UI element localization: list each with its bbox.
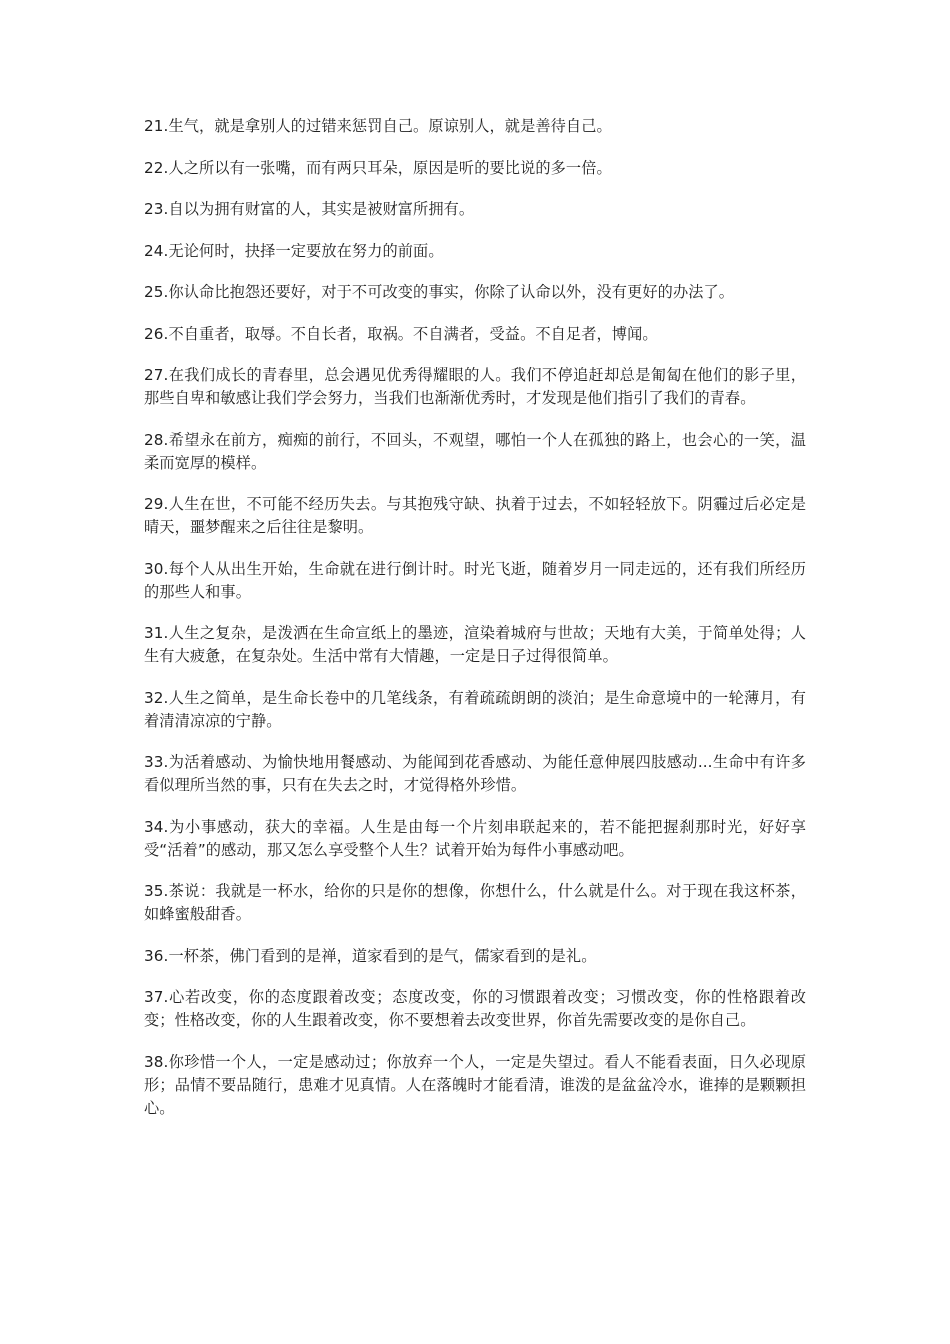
- paragraph-33: 33.为活着感动、为愉快地用餐感动、为能闻到花香感动、为能任意伸展四肢感动...生命中有许多看似理所当然的事，只有在失去之时，才觉得格外珍惜。: [144, 753, 806, 794]
- paragraph-27: 27.在我们成长的青春里，总会遇见优秀得耀眼的人。我们不停追赶却总是匍匐在他们的影子里，那些自卑和敏感让我们学会努力，当我们也渐渐优秀时，才发现是他们指引了我们的青春。: [144, 366, 806, 407]
- paragraph-22: 22.人之所以有一张嘴，而有两只耳朵，原因是听的要比说的多一倍。: [144, 158, 612, 177]
- paragraph-35: 35.茶说：我就是一杯水，给你的只是你的想像，你想什么，什么就是什么。对于现在我这杯茶，如蜂蜜般甜香。: [144, 882, 806, 923]
- paragraph-36: 36.一杯茶，佛门看到的是禅，道家看到的是气，儒家看到的是礼。: [144, 946, 597, 965]
- paragraph-31: 31.人生之复杂，是泼洒在生命宣纸上的墨迹，渲染着城府与世故；天地有大美，于简单处得；人生有大疲惫，在复杂处。生活中常有大情趣，一定是日子过得很简单。: [144, 624, 806, 665]
- paragraph-30: 30.每个人从出生开始，生命就在进行倒计时。时光飞逝，随着岁月一同走远的，还有我们所经历的那些人和事。: [144, 559, 806, 601]
- paragraph-28: 28.希望永在前方，痴痴的前行，不回头，不观望，哪怕一个人在孤独的路上，也会心的一笑，温柔而宽厚的模样。: [144, 430, 806, 472]
- paragraph-32: 32.人生之简单，是生命长卷中的几笔线条，有着疏疏朗朗的淡泊；是生命意境中的一轮薄月，有着清清凉凉的宁静。: [144, 688, 806, 730]
- paragraph-34: 34.为小事感动，获大的幸福。人生是由每一个片刻串联起来的，若不能把握刹那时光，好好享受“活着”的感动，那又怎么享受整个人生？试着开始为每件小事感动吧。: [144, 817, 806, 859]
- paragraph-24: 24.无论何时，抉择一定要放在努力的前面。: [144, 241, 444, 260]
- paragraph-29: 29.人生在世，不可能不经历失去。与其抱残守缺、执着于过去，不如轻轻放下。阴霾过后必定是晴天，噩梦醒来之后往往是黎明。: [144, 495, 806, 536]
- document-body: [144, 115, 806, 1138]
- paragraph-37: 37.心若改变，你的态度跟着改变；态度改变，你的习惯跟着改变；习惯改变，你的性格跟着改变；性格改变，你的人生跟着改变，你不要想着去改变世界，你首先需要改变的是你自己。: [144, 988, 806, 1029]
- paragraph-38: 38.你珍惜一个人，一定是感动过；你放弃一个人，一定是失望过。看人不能看表面，日久必现原形；品情不要品随行，患难才见真情。人在落魄时才能看清，谁泼的是盆盆冷水，谁捧的是颗颗担心。: [144, 1052, 806, 1117]
- paragraph-21: 21.生气，就是拿别人的过错来惩罚自己。原谅别人，就是善待自己。: [144, 117, 612, 135]
- paragraph-26: 26.不自重者，取辱。不自长者，取祸。不自满者，受益。不自足者，博闻。: [144, 324, 658, 343]
- paragraph-23: 23.自以为拥有财富的人，其实是被财富所拥有。: [144, 200, 475, 218]
- paragraph-25: 25.你认命比抱怨还要好，对于不可改变的事实，你除了认命以外，没有更好的办法了。: [144, 283, 735, 301]
